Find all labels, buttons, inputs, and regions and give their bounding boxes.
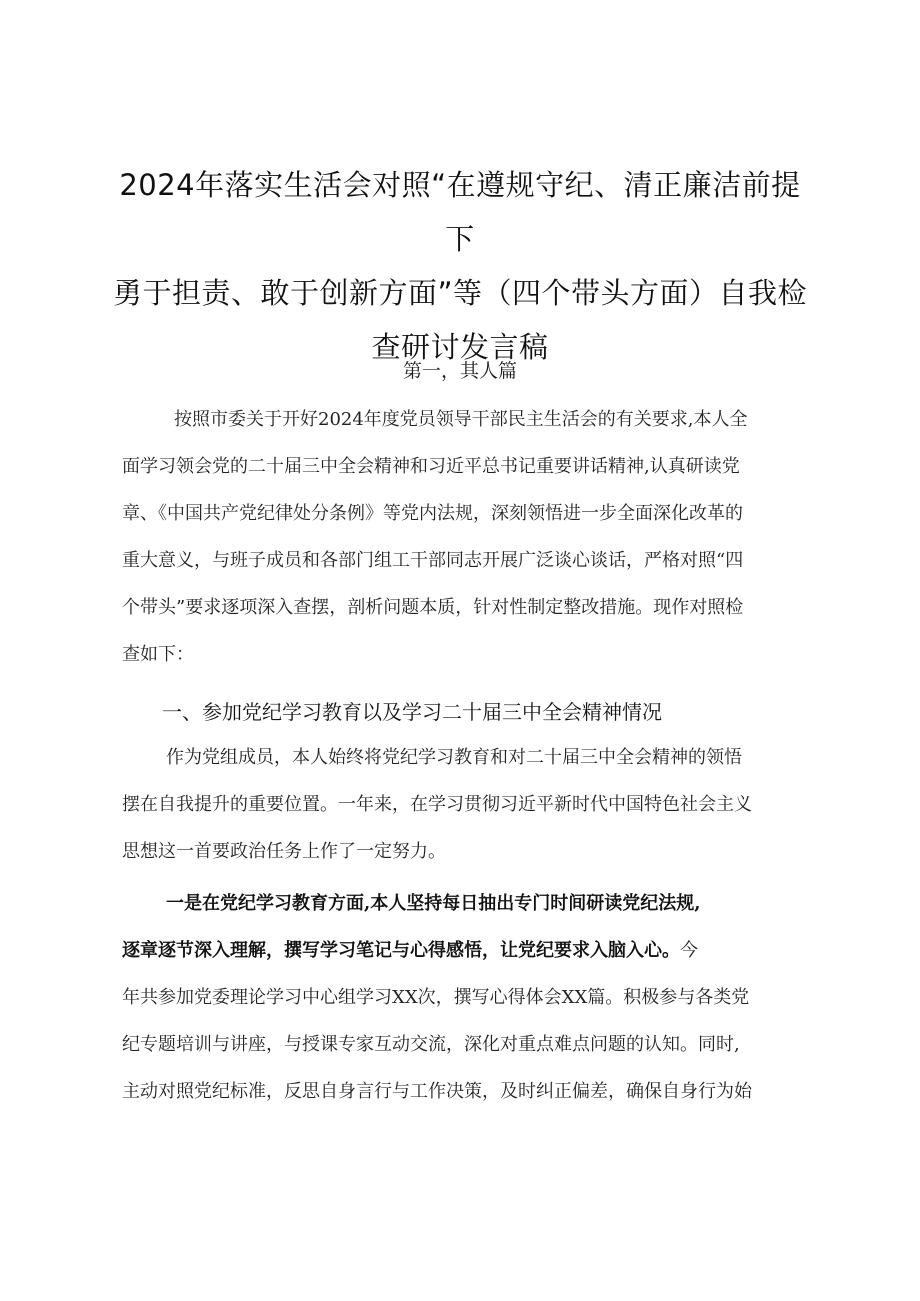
- title-line-1: 2024年落实生活会对照“在遵规守纪、清正廉洁前提下: [119, 168, 801, 256]
- paragraph-2-mixed-line: [122, 927, 814, 974]
- intro-line: 按照市委关于开好2024年度党员领导干部民主生活会的有关要求,本人全: [174, 409, 748, 430]
- document-title: [110, 158, 810, 374]
- section-heading-1: 一、参加党纪学习教育以及学习二十届三中全会精神情况: [162, 700, 662, 724]
- paragraph-2-tail: 今: [680, 940, 698, 961]
- paragraph-1-line: 作为党组成员，本人始终将党纪学习教育和对二十届三中全会精神的领悟: [166, 747, 742, 768]
- paragraph-2-line: 纪专题培训与讲座，与授课专家互动交流，深化对重点难点问题的认知。同时,: [122, 1034, 740, 1055]
- paragraph-2-bold-line: 一是在党纪学习教育方面,本人坚持每日抽出专门时间研读党纪法规,: [166, 893, 701, 914]
- intro-line: 章、《中国共产党纪律处分条例》等党内法规，深刻领悟进一步全面深化改革的: [122, 503, 743, 524]
- intro-paragraph: [122, 396, 814, 678]
- section-label: 第一，其人篇: [402, 360, 517, 382]
- title-line-2: 勇于担责、敢于创新方面”等（四个带头方面）自我检: [112, 276, 808, 310]
- paragraph-1-line: 摆在自我提升的重要位置。一年来，在学习贯彻习近平新时代中国特色社会主义: [122, 794, 752, 815]
- title-line-3: 查研讨发言稿: [371, 330, 549, 364]
- intro-line: 重大意义，与班子成员和各部门组工干部同志开展广泛谈心谈话，严格对照“四: [122, 550, 744, 571]
- paragraph-2-line: 年共参加党委理论学习中心组学习XX次，撰写心得体会XX篇。积极参与各类党: [122, 987, 750, 1008]
- paragraph-2-bold-line: 逐章逐节深入理解，撰写学习笔记与心得感悟，让党纪要求入脑入心。: [122, 940, 680, 961]
- paragraph-2-line: 主动对照党纪标准，反思自身言行与工作决策，及时纠正偏差，确保自身行为始: [122, 1081, 752, 1102]
- paragraph-1-line: 思想这一首要政治任务上作了一定努力。: [122, 841, 446, 862]
- paragraph-1: [122, 734, 814, 875]
- intro-line: 查如下：: [122, 644, 194, 665]
- intro-line: 个带头”要求逐项深入查摆，剖析问题本质，针对性制定整改措施。现作对照检: [122, 597, 744, 618]
- intro-line: 面学习领会党的二十届三中全会精神和习近平总书记重要讲话精神,认真研读党: [122, 456, 740, 477]
- paragraph-2: [122, 880, 814, 1115]
